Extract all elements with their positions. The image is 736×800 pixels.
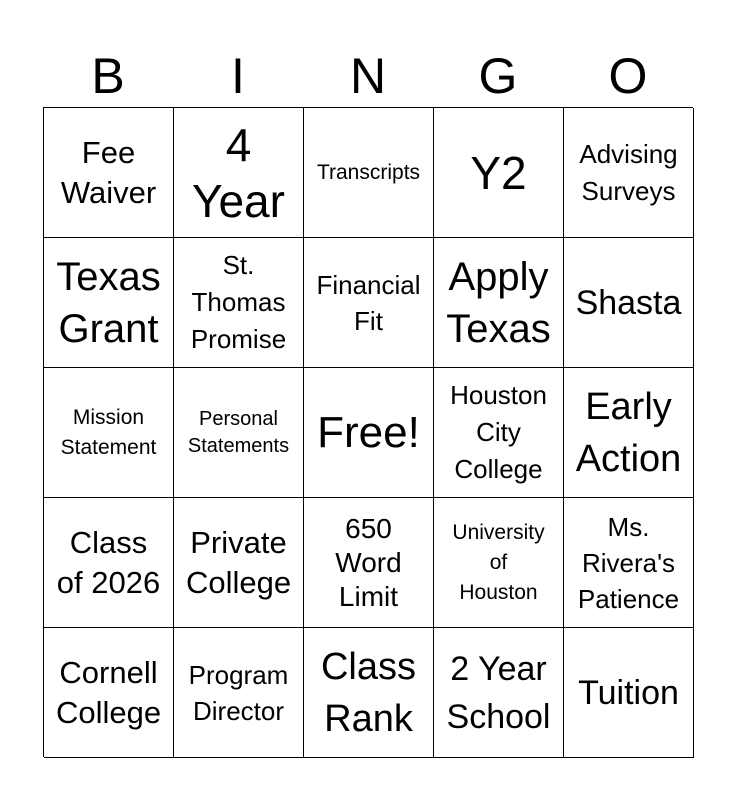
cell-label: Tuition xyxy=(578,673,679,712)
cell-label: Financial Fit xyxy=(316,269,421,336)
cell-label: Apply Texas xyxy=(446,254,551,351)
bingo-cell[interactable] xyxy=(174,108,304,238)
cell-label: 4 Year xyxy=(192,118,285,227)
cell-label: Personal Statements xyxy=(187,407,290,457)
header-letter-g: G xyxy=(478,48,518,104)
cell-label: University of Houston xyxy=(452,520,545,604)
cell-label: Houston City College xyxy=(450,380,547,484)
free-space-label: Free! xyxy=(317,407,420,457)
cell-label: Program Director xyxy=(188,659,289,726)
bingo-cell[interactable] xyxy=(564,368,694,498)
bingo-board xyxy=(43,107,693,757)
bingo-cell[interactable] xyxy=(434,108,564,238)
header-letter-o: O xyxy=(608,48,648,104)
cell-label: Advising Surveys xyxy=(579,138,678,206)
bingo-cell[interactable] xyxy=(434,238,564,368)
bingo-cell[interactable] xyxy=(174,628,304,758)
header-letter-b: B xyxy=(91,48,125,104)
bingo-header xyxy=(43,47,693,105)
cell-label: Cornell College xyxy=(55,654,162,730)
bingo-cell[interactable] xyxy=(304,628,434,758)
cell-label: St. Thomas Promise xyxy=(190,250,287,354)
bingo-cell[interactable] xyxy=(564,498,694,628)
cell-label: Mission Statement xyxy=(60,405,157,459)
cell-label: Class Rank xyxy=(320,645,417,740)
cell-label: Transcripts xyxy=(316,160,421,184)
cell-label: Private College xyxy=(185,524,292,600)
cell-label: Shasta xyxy=(575,283,682,322)
cell-label: Early Action xyxy=(575,385,682,480)
bingo-cell[interactable] xyxy=(304,108,434,238)
cell-label: Class of 2026 xyxy=(56,524,161,600)
bingo-cell[interactable] xyxy=(434,368,564,498)
cell-label: 2 Year School xyxy=(446,649,551,736)
bingo-cell[interactable] xyxy=(564,628,694,758)
bingo-cell[interactable] xyxy=(174,498,304,628)
bingo-cell[interactable] xyxy=(174,238,304,368)
bingo-cell[interactable] xyxy=(44,238,174,368)
free-space-cell[interactable] xyxy=(304,368,434,498)
bingo-cell[interactable] xyxy=(44,628,174,758)
bingo-cell[interactable] xyxy=(564,238,694,368)
bingo-cell[interactable] xyxy=(44,108,174,238)
bingo-cell[interactable] xyxy=(564,108,694,238)
bingo-cell[interactable] xyxy=(434,498,564,628)
cell-label: Texas Grant xyxy=(56,254,161,351)
bingo-cell[interactable] xyxy=(44,498,174,628)
cell-label: Ms. Rivera's Patience xyxy=(577,511,680,614)
bingo-cell[interactable] xyxy=(304,498,434,628)
cell-label: 650 Word Limit xyxy=(335,512,402,612)
header-letter-n: N xyxy=(349,48,387,104)
bingo-cell[interactable] xyxy=(304,238,434,368)
bingo-cell[interactable] xyxy=(174,368,304,498)
bingo-cell[interactable] xyxy=(434,628,564,758)
header-letter-i: I xyxy=(231,48,245,104)
cell-label: Fee Waiver xyxy=(60,134,157,210)
bingo-cell[interactable] xyxy=(44,368,174,498)
cell-label: Y2 xyxy=(470,146,527,199)
